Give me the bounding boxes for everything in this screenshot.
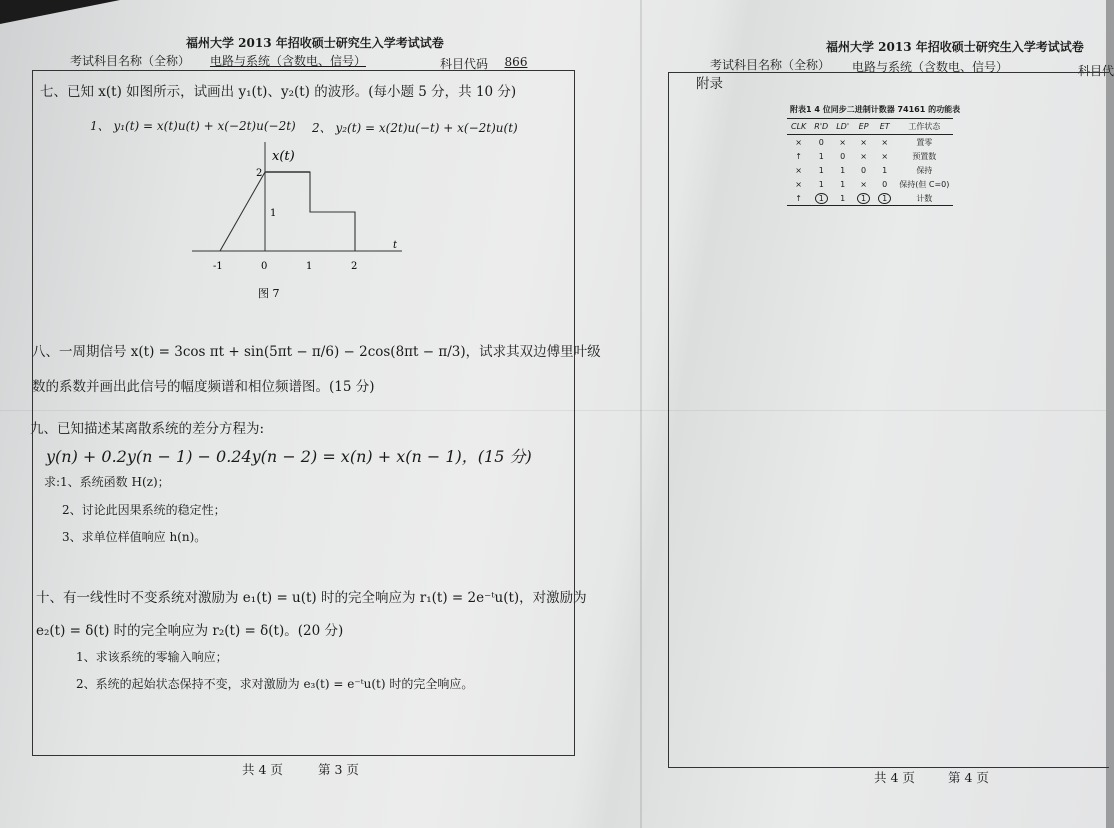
table-header-row <box>787 119 953 135</box>
appendix-label: 附录 <box>696 76 723 92</box>
fig-ylabel: x(t) <box>272 149 295 164</box>
q9-stem: 九、已知描述某离散系统的差分方程为: <box>30 421 265 437</box>
fig-xtick-1: 1 <box>306 261 313 272</box>
table-row <box>787 163 953 177</box>
cell: × <box>839 137 846 147</box>
cell <box>874 191 895 206</box>
col-state: 工作状态 <box>895 119 953 135</box>
fig-ytick-1: 1 <box>270 208 277 219</box>
cell: 1 <box>882 165 888 175</box>
cell: × <box>795 137 802 147</box>
q10-sub2: 2、系统的起始状态保持不变，求对激励为 e₃(t) = e⁻ᵗu(t) 时的完全响应。 <box>76 677 474 691</box>
dark-corner <box>0 0 120 24</box>
paper-fold <box>640 0 642 828</box>
cell: 1 <box>840 165 846 175</box>
right-subject-label: 考试科目名称（全称） <box>710 58 831 72</box>
cell: 1 <box>818 165 824 175</box>
right-footer-total: 共 4 页 <box>874 770 915 785</box>
cell: × <box>795 165 802 175</box>
signal-waveform <box>220 172 355 251</box>
col-ep: EP <box>853 119 874 135</box>
fig-t-label: t <box>393 240 398 251</box>
q9-equation: y(n) + 0.2y(n − 1) − 0.24y(n − 2) = x(n) + x(n − 1)，(15 分) <box>46 447 532 466</box>
left-code-value: 866 <box>504 55 528 69</box>
left-footer-page: 第 3 页 <box>318 762 359 777</box>
cell: 1 <box>818 151 824 161</box>
cell: × <box>881 137 889 147</box>
left-subject-label: 考试科目名称（全称） <box>70 54 191 68</box>
cell: 计数 <box>895 191 953 206</box>
circled-cell: 1 <box>815 193 828 204</box>
cell: 置零 <box>916 137 933 147</box>
fig-xtick-0: 0 <box>261 261 268 272</box>
left-code-label: 科目代码 <box>440 57 489 71</box>
table-row <box>787 191 953 206</box>
circled-cell: 1 <box>857 193 870 204</box>
cell: × <box>795 179 802 189</box>
cell: × <box>860 137 867 147</box>
cell: 预置数 <box>912 151 937 161</box>
col-rd: R'D <box>810 119 832 135</box>
q9-sub2: 2、讨论此因果系统的稳定性； <box>62 503 226 517</box>
circled-cell: 1 <box>878 193 891 204</box>
cell <box>853 191 874 206</box>
left-footer-total: 共 4 页 <box>242 762 283 777</box>
cell: ↑ <box>795 151 802 161</box>
right-page-title: 福州大学 2013 年招收硕士研究生入学考试试卷 <box>826 40 1084 54</box>
right-code-label: 科目代 <box>1078 64 1114 78</box>
q8-line2: 数的系数并画出此信号的幅度频谱和相位频谱图。(15 分) <box>32 379 375 395</box>
cell <box>810 191 832 206</box>
table-caption: 附表1 4 位同步二进制计数器 74161 的功能表 <box>790 105 961 114</box>
cell: × <box>881 151 889 161</box>
cell: 0 <box>818 137 824 147</box>
right-footer-page: 第 4 页 <box>948 770 989 785</box>
cell: 1 <box>832 191 853 206</box>
table-row <box>787 135 953 150</box>
q10-sub1: 1、求该系统的零输入响应； <box>76 650 228 664</box>
left-page-title: 福州大学 2013 年招收硕士研究生入学考试试卷 <box>186 36 444 50</box>
q9-sub1: 求:1、系统函数 H(z)； <box>44 475 170 489</box>
left-subject-name: 电路与系统（含数电、信号） <box>209 54 366 68</box>
q9-sub3: 3、求单位样值响应 h(n)。 <box>62 530 207 544</box>
cell: 1 <box>840 179 846 189</box>
fig-xtick-2: 2 <box>351 261 358 272</box>
q8-line1: 八、一周期信号 x(t) = 3cos πt + sin(5πt − π/6) − 2cos(8πt − π/3)，试求其双边傅里叶级 <box>32 344 601 360</box>
q7-item2: 2、 y₂(t) = x(2t)u(−t) + x(−2t)u(t) <box>312 121 518 135</box>
col-clk: CLK <box>787 119 810 135</box>
col-ld: LD' <box>832 119 853 135</box>
fig-xtick-neg1: -1 <box>213 261 223 272</box>
table-row <box>787 149 953 163</box>
cell: 0 <box>840 151 846 161</box>
cell: 保持 <box>916 165 933 175</box>
cell: 0 <box>882 179 888 189</box>
table-row <box>787 177 953 191</box>
q7-stem: 七、已知 x(t) 如图所示，试画出 y₁(t)、y₂(t) 的波形。(每小题 5 分，共 10 分) <box>40 84 517 100</box>
cell: 1 <box>818 179 824 189</box>
cell: 保持(但 C=0) <box>899 179 950 189</box>
q7-item1: 1、 y₁(t) = x(t)u(t) + x(−2t)u(−2t) <box>90 119 296 133</box>
cell: × <box>860 179 867 189</box>
q10-line1: 十、有一线性时不变系统对激励为 e₁(t) = u(t) 时的完全响应为 r₁(t) = 2e⁻ᵗu(t)，对激励为 <box>36 590 587 606</box>
function-table-74161 <box>787 118 953 206</box>
fig-caption: 图 7 <box>258 287 280 300</box>
q10-line2: e₂(t) = δ(t) 时的完全响应为 r₂(t) = δ(t)。(20 分) <box>36 623 344 639</box>
cell: × <box>860 151 867 161</box>
col-et: ET <box>874 119 895 135</box>
cell: ↑ <box>787 191 810 206</box>
fig-ytick-2: 2 <box>256 168 263 179</box>
cell: 0 <box>861 165 867 175</box>
figure-7-plot <box>180 140 420 305</box>
right-subject-name: 电路与系统（含数电、信号） <box>851 60 1008 74</box>
